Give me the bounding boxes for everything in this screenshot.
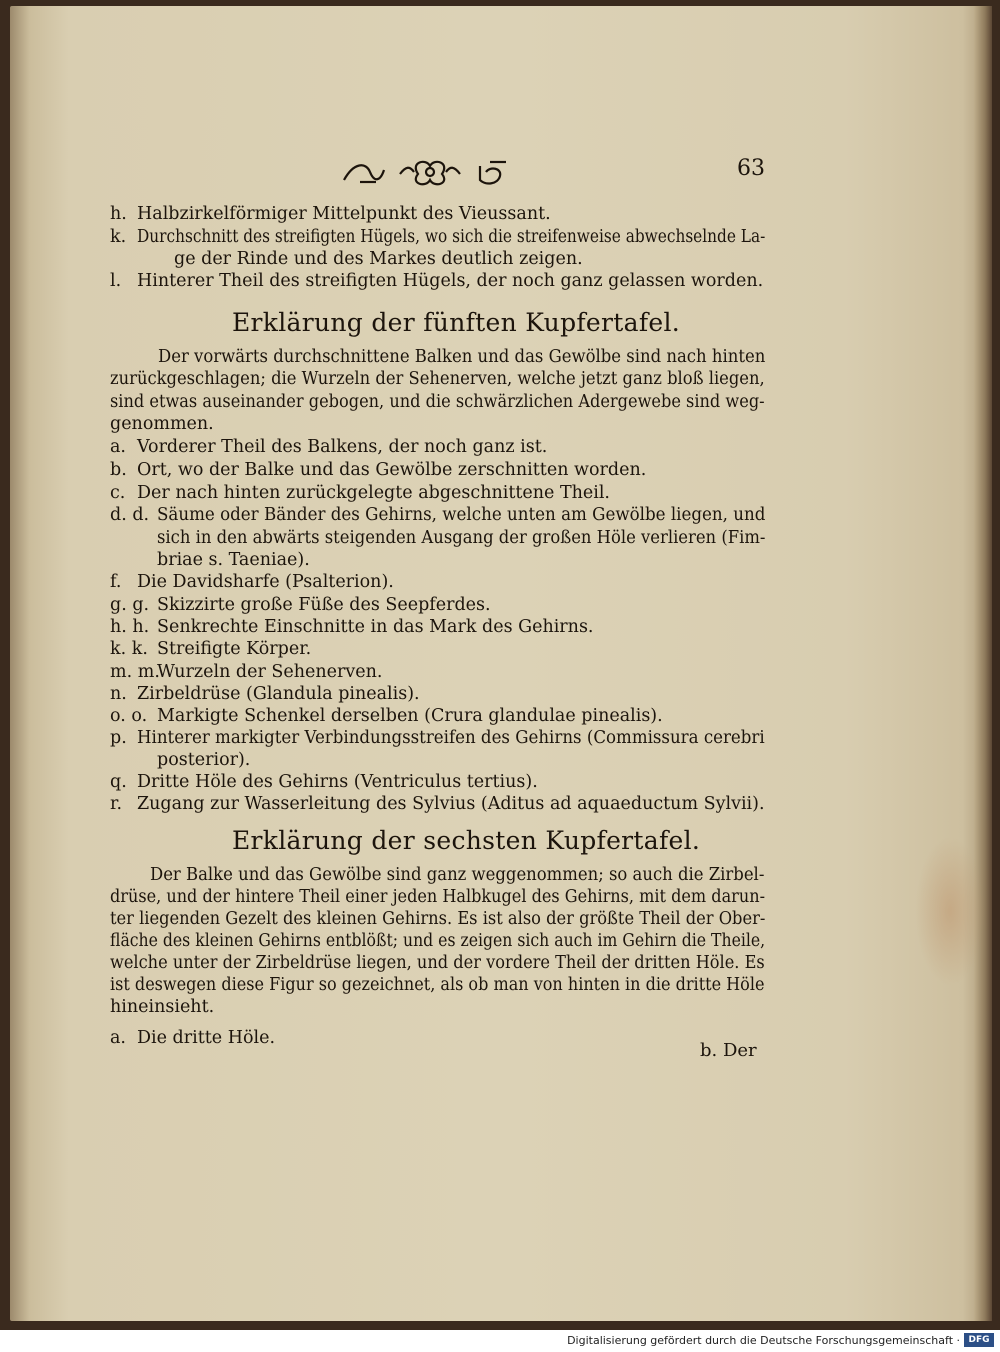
paragraph-line: zurückgeschlagen; die Wurzeln der Sehenerven, welche jetzt ganz bloß liegen, — [110, 369, 765, 389]
page-content — [10, 6, 992, 1321]
item-text: Skizzirte große Füße des Seepferdes. — [157, 595, 491, 615]
section-heading-plate-6: Erklärung der sechsten Kupfertafel. — [232, 826, 701, 855]
item-label: c. — [110, 483, 126, 503]
item-label: f. — [110, 572, 122, 592]
item-label: o. o. — [110, 706, 148, 726]
item-label: m. m. — [110, 662, 160, 682]
item-label: d. d. — [110, 505, 150, 525]
paragraph-line: ter liegenden Gezelt des kleinen Gehirns. Es ist also der größte Theil der Ober- — [110, 909, 766, 929]
item-text-continuation: briae s. Taeniae). — [157, 550, 310, 570]
item-text: Durchschnitt des streifigten Hügels, wo sich die streifenweise abwechselnde La- — [137, 227, 766, 247]
item-text: Die Davidsharfe (Psalterion). — [137, 572, 394, 592]
item-text-continuation: sich in den abwärts steigenden Ausgang der großen Höle verlieren (Fim- — [157, 528, 766, 548]
item-label: n. — [110, 684, 127, 704]
item-label: g. g. — [110, 595, 150, 615]
paragraph-line: fläche des kleinen Gehirns entblößt; und es zeigen sich auch im Gehirn die Theile, — [110, 931, 766, 951]
item-text: Ort, wo der Balke und das Gewölbe zerschnitten worden. — [137, 460, 647, 480]
paragraph-line: ist deswegen diese Figur so gezeichnet, als ob man von hinten in die dritte Höle — [110, 975, 765, 995]
paragraph-line: Der Balke und das Gewölbe sind ganz weggenommen; so auch die Zirbel- — [150, 865, 765, 885]
item-label: l. — [110, 271, 122, 291]
item-text: Die dritte Höle. — [137, 1028, 276, 1048]
paragraph-line: genommen. — [110, 414, 214, 434]
item-text: Zugang zur Wasserleitung des Sylvius (Aditus ad aquaeductum Sylvii). — [137, 794, 765, 814]
item-text: Säume oder Bänder des Gehirns, welche unten am Gewölbe liegen, und — [157, 505, 766, 525]
item-label: a. — [110, 1028, 126, 1048]
paragraph-line: sind etwas auseinander gebogen, und die schwärzlichen Adergewebe sind weg- — [110, 392, 765, 412]
item-label: a. — [110, 437, 126, 457]
item-label: h. h. — [110, 617, 150, 637]
paragraph-line: hineinsieht. — [110, 997, 215, 1017]
book-page — [10, 6, 992, 1321]
item-label: p. — [110, 728, 127, 748]
item-text: Hinterer markigter Verbindungsstreifen des Gehirns (Commissura cerebri — [137, 728, 765, 748]
digitization-footer — [0, 1330, 1000, 1352]
item-text: Zirbeldrüse (Glandula pinealis). — [137, 684, 420, 704]
page-number: 63 — [737, 156, 765, 181]
item-label: r. — [110, 794, 123, 814]
paragraph-line: drüse, und der hintere Theil einer jeden Halbkugel des Gehirns, mit dem darun- — [110, 887, 766, 907]
item-label: k. — [110, 227, 127, 247]
catchword: b. Der — [700, 1040, 757, 1061]
item-text: Halbzirkelförmiger Mittelpunkt des Vieussant. — [137, 204, 551, 224]
item-text: Streifigte Körper. — [157, 639, 312, 659]
item-text: Vorderer Theil des Balkens, der noch ganz ist. — [137, 437, 548, 457]
item-text: Markigte Schenkel derselben (Crura glandulae pinealis). — [157, 706, 663, 726]
item-text: Der nach hinten zurückgelegte abgeschnittene Theil. — [137, 483, 610, 503]
paragraph-line: Der vorwärts durchschnittene Balken und das Gewölbe sind nach hinten — [158, 347, 766, 367]
section-heading-plate-5: Erklärung der fünften Kupfertafel. — [232, 308, 681, 337]
item-text: Senkrechte Einschnitte in das Mark des Gehirns. — [157, 617, 594, 637]
footer-credit-text: Digitalisierung gefördert durch die Deutsche Forschungsgemeinschaft · — [567, 1334, 960, 1347]
item-text-continuation: posterior). — [157, 750, 251, 770]
item-text: Wurzeln der Sehenerven. — [157, 662, 383, 682]
item-label: h. — [110, 204, 127, 224]
decorative-ornament-icon — [340, 156, 520, 190]
paragraph-line: welche unter der Zirbeldrüse liegen, und der vordere Theil der dritten Höle. Es — [110, 953, 765, 973]
item-text: Dritte Höle des Gehirns (Ventriculus tertius). — [137, 772, 538, 792]
item-text-continuation: ge der Rinde und des Markes deutlich zeigen. — [174, 249, 583, 269]
item-label: q. — [110, 772, 127, 792]
dfg-logo: DFG — [964, 1333, 994, 1347]
item-label: k. k. — [110, 639, 148, 659]
item-text: Hinterer Theil des streifigten Hügels, der noch ganz gelassen worden. — [137, 271, 764, 291]
item-label: b. — [110, 460, 127, 480]
